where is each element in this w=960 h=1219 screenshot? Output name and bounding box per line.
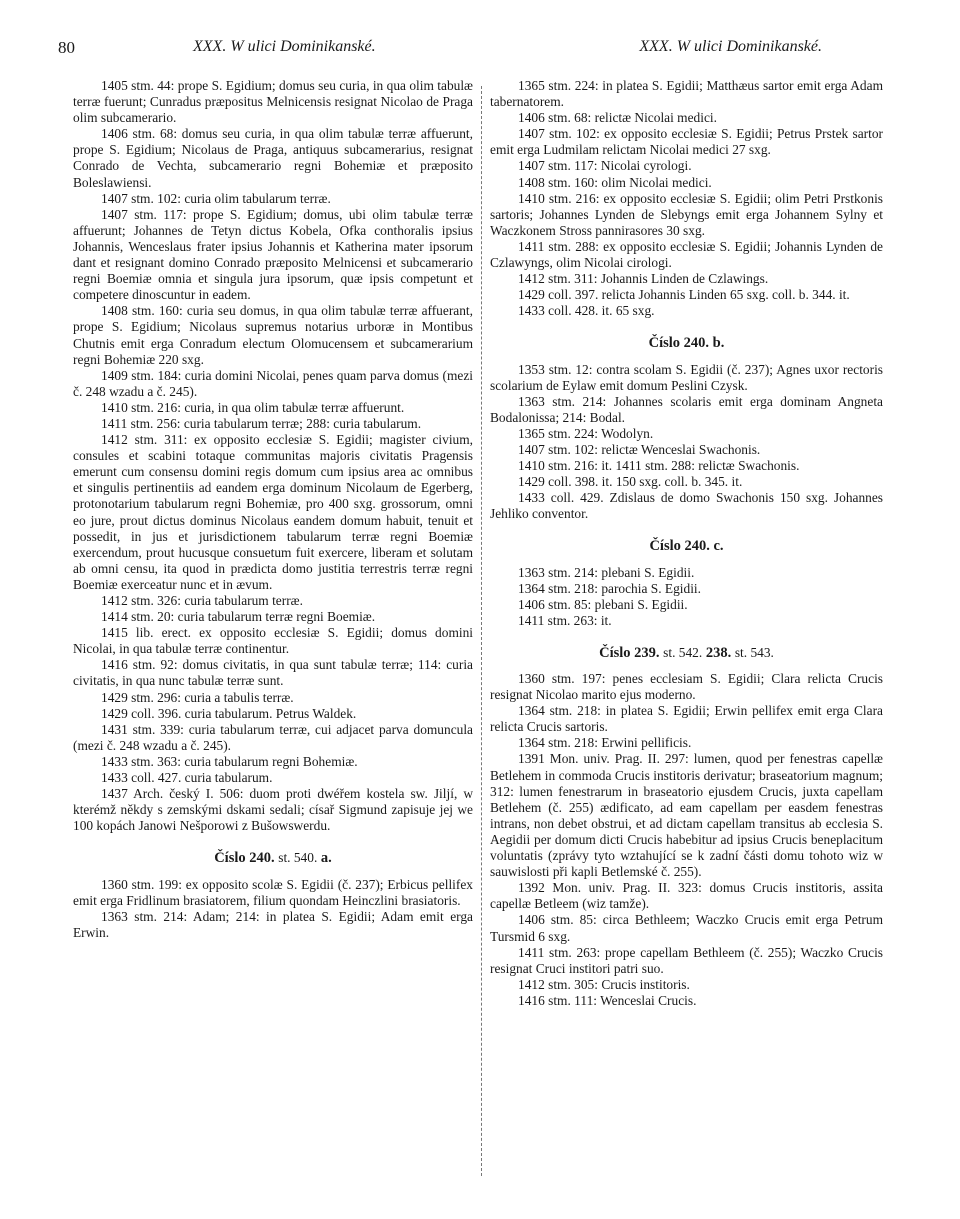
entry: 1433 coll. 429. Zdislaus de domo Swachonis 150 sxg. Johannes Jehliko conventor. — [490, 490, 883, 522]
right-column — [490, 78, 883, 1009]
entry: 1364 stm. 218: parochia S. Egidii. — [518, 580, 701, 596]
entry: 1412 stm. 311: ex opposito ecclesiæ S. Egidii; magister civium, consules et scabini totaque communitas majoris civitatis Pragensis emerunt cum consensu domini regis domum cum ipsius area ac omnibus et singulis pertinentiis ad eandem erga dominum Nicolaum de Egerberg, protonotarium tabularum regni Bohemiæ, pro 400 sxg. grossorum, omni eo jure, prout dictus dominus Nicolaus eandem domum habuit, tenuit et possedit, in jus et jurisdictionem tabularum terræ regni Boemiæ exercendum, prout hucusque consuetum fuit exercere, liberam et solutam ab omni censu, ita quod in prædicta domo justitia terrestris terræ regni Boemiæ exerceatur nunc et in ævum. — [73, 432, 473, 592]
entry: 1407 stm. 102: ex opposito ecclesiæ S. Egidii; Petrus Prstek sartor emit erga Ludmilam relictam Nicolai medici 27 sxg. — [490, 126, 883, 158]
entry: 1407 stm. 102: relictæ Wenceslai Swachonis. — [518, 441, 761, 457]
entry: 1429 coll. 398. it. 150 sxg. coll. b. 345. it. — [518, 474, 743, 490]
heading-st: st. 543. — [734, 644, 774, 660]
entry: 1437 Arch. český I. 506: duom proti dwéřem kostela sw. Jiljí, w kterémž někdy s zemskými dskami sedali; císař Sigmund zapisuje jej we 100 kopách Janowi Nešporowi z Bušowswerdu. — [73, 786, 473, 834]
entry: 1406 stm. 68: relictæ Nicolai medici. — [518, 110, 717, 126]
entry: 1416 stm. 92: domus civitatis, in qua sunt tabulæ terræ; 114: curia civitatis, in qua nunc tabulæ terræ sunt. — [73, 657, 473, 689]
entry: 1412 stm. 311: Johannis Linden de Czlawings. — [518, 271, 769, 287]
entry: 1433 coll. 427. curia tabularum. — [101, 770, 273, 786]
column-divider — [481, 86, 482, 1176]
entry: 1365 stm. 224: in platea S. Egidii; Matthæus sartor emit erga Adam tabernatorem. — [490, 78, 883, 110]
entry: 1429 stm. 296: curia a tabulis terræ. — [101, 689, 294, 705]
entry: 1411 stm. 263: prope capellam Bethleem (č. 255); Waczko Crucis resignat Cruci institori patri suo. — [490, 944, 883, 976]
entry: 1391 Mon. univ. Prag. II. 297: lumen, quod per fenestras capellæ Betlehem in commoda Crucis institoris derivatur; braseatorium magnum; 312: lumen fenestrarum in braseatorio ejusdem Crucis, juxta capellam Betlehem (č. 255) ædificato, ad eam capellam per easdem fenestras intrans, non debet obstrui, et ad dictam capellam transitus ab ecclesia S. Aegidii per domum dicti Crucis habebitur ad ipsius Crucis beneplacitum voluntatis (zprávy tyto wztahující se k zadní části domu tohoto wiz w sauwislosti při kapli Betlemské č. 255). — [490, 751, 883, 880]
heading-label: Číslo 239. — [599, 644, 660, 661]
left-column — [73, 78, 473, 941]
entry: 1363 stm. 214: Adam; 214: in platea S. Egidii; Adam emit erga Erwin. — [73, 908, 473, 940]
entry: 1414 stm. 20: curia tabularum terræ regni Boemiæ. — [101, 609, 376, 625]
running-head-left: XXX. W ulici Dominikanské. — [193, 38, 376, 55]
entry: 1429 coll. 396. curia tabularum. Petrus Waldek. — [101, 705, 357, 721]
section-heading-240c: Číslo 240. c. — [649, 538, 724, 555]
entry: 1353 stm. 12: contra scolam S. Egidii (č. 237); Agnes uxor rectoris scolarium de Eylaw emit domum Peslini Czysk. — [490, 361, 883, 393]
entry: 1411 stm. 256: curia tabularum terræ; 288: curia tabularum. — [101, 415, 422, 431]
entry: 1416 stm. 111: Wenceslai Crucis. — [518, 992, 697, 1008]
entry: 1364 stm. 218: Erwini pellificis. — [518, 735, 692, 751]
entry: 1411 stm. 288: ex opposito ecclesiæ S. Egidii; Johannis Lynden de Czlawyngs, olim Nicolai cirologi. — [490, 238, 883, 271]
entry: 1431 stm. 339: curia tabularum terræ, cui adjacet parva domuncula (mezi č. 248 wzadu a č. 245). — [73, 721, 473, 753]
entry: 1360 stm. 199: ex opposito scolæ S. Egidii (č. 237); Erbicus pellifex emit erga Fridlinum brasiatorem, filium quondam Heinczlini brasiatoris. — [73, 876, 473, 908]
entry: 1392 Mon. univ. Prag. II. 323: domus Crucis institoris, assita capellæ Betleem (wiz tamže). — [490, 880, 883, 912]
heading-letter: a. — [320, 850, 332, 867]
entry: 1407 stm. 117: Nicolai cyrologi. — [518, 158, 692, 174]
entry: 1406 stm. 85: plebani S. Egidii. — [518, 596, 688, 612]
entry: 1407 stm. 117: prope S. Egidium; domus, ubi olim tabulæ terræ affuerunt; Johannes de Tetyn dictus Kobela, Ofka conthoralis ipsius Johannis, Wenceslaus frater ipsius Johannis et Katherina mater ipsorum dant et resignant domino Conrado præposito Melnicensi et subcamerario regni Boemiæ omnia et singula jura ipsorum, quæ ipsis competunt et competere dinoscuntur in eadem. — [73, 206, 473, 303]
entry: 1364 stm. 218: in platea S. Egidii; Erwin pellifex emit erga Clara relicta Crucis sartoris. — [490, 703, 883, 735]
entry: 1410 stm. 216: curia, in qua olim tabulæ terræ affuerunt. — [101, 399, 405, 415]
heading-label: Číslo 240. — [214, 850, 275, 867]
entry: 1410 stm. 216: it. 1411 stm. 288: relictæ Swachonis. — [518, 458, 800, 474]
entry: 1406 stm. 85: circa Bethleem; Waczko Crucis emit erga Petrum Tursmid 6 sxg. — [490, 912, 883, 944]
section-heading-239 — [490, 645, 883, 661]
entry: 1433 stm. 363: curia tabularum regni Bohemiæ. — [101, 753, 358, 769]
section-heading-240b: Číslo 240. b. — [648, 335, 725, 352]
entry: 1415 lib. erect. ex opposito ecclesiæ S. Egidii; domus domini Nicolai, in qua tabulæ terræ continentur. — [73, 625, 473, 657]
entry: 1411 stm. 263: it. — [518, 612, 612, 628]
entry: 1408 stm. 160: olim Nicolai medici. — [518, 174, 712, 190]
page-number: 80 — [58, 38, 75, 57]
entry: 1412 stm. 326: curia tabularum terræ. — [101, 593, 303, 608]
entry: 1365 stm. 224: Wodolyn. — [518, 425, 654, 441]
heading-st: st. 542. — [663, 644, 703, 660]
heading-st: st. 540. — [278, 850, 318, 866]
entry: 1412 stm. 305: Crucis institoris. — [518, 976, 690, 992]
entry: 1405 stm. 44: prope S. Egidium; domus seu curia, in qua olim tabulæ terræ fuerunt; Cunradus præpositus Melnicensis resignat Nicolao de Praga olim subcamerario. — [73, 78, 473, 126]
running-head-right: XXX. W ulici Dominikanské. — [639, 38, 822, 55]
entry: 1409 stm. 184: curia domini Nicolai, penes quam parva domus (mezi č. 248 wzadu a č. 245). — [73, 367, 473, 399]
entry: 1410 stm. 216: ex opposito ecclesiæ S. Egidii; olim Petri Prstkonis sartoris; Johannes Lynden de Slebyngs emit erga Johannem Sylny et Waczkonem Stross pannirasores 30 sxg. — [490, 190, 883, 238]
entry: 1429 coll. 397. relicta Johannis Linden 65 sxg. coll. b. 344. it. — [518, 287, 850, 303]
section-heading-240a — [73, 850, 473, 866]
entry: 1363 stm. 214: plebani S. Egidii. — [518, 564, 695, 580]
entry: 1363 stm. 214: Johannes scolaris emit erga dominam Angneta Bodalonissa; 214: Bodal. — [490, 393, 883, 425]
heading-label: 238. — [705, 644, 732, 661]
entry: 1433 coll. 428. it. 65 sxg. — [518, 303, 655, 319]
entry: 1407 stm. 102: curia olim tabularum terræ. — [101, 190, 331, 206]
running-header — [58, 38, 902, 62]
entry: 1408 stm. 160: curia seu domus, in qua olim tabulæ terræ affuerant, prope S. Egidium; Nicolaus supremus notarius urboræ in Montibus Chutnis emit erga Conradum electum Olomucensem et subcamerarium regni Bohemiæ 220 sxg. — [73, 303, 473, 367]
entry: 1360 stm. 197: penes ecclesiam S. Egidii; Clara relicta Crucis resignat Nicolao marito ejus moderno. — [490, 671, 883, 703]
entry: 1406 stm. 68: domus seu curia, in qua olim tabulæ terræ affuerunt, prope S. Egidium; Nicolaus de Praga, antiquus subcamerarius, resignat Conrado de Vechta, subcamerario regni Bohemiæ et præposito Boleslawiensi. — [73, 126, 473, 190]
